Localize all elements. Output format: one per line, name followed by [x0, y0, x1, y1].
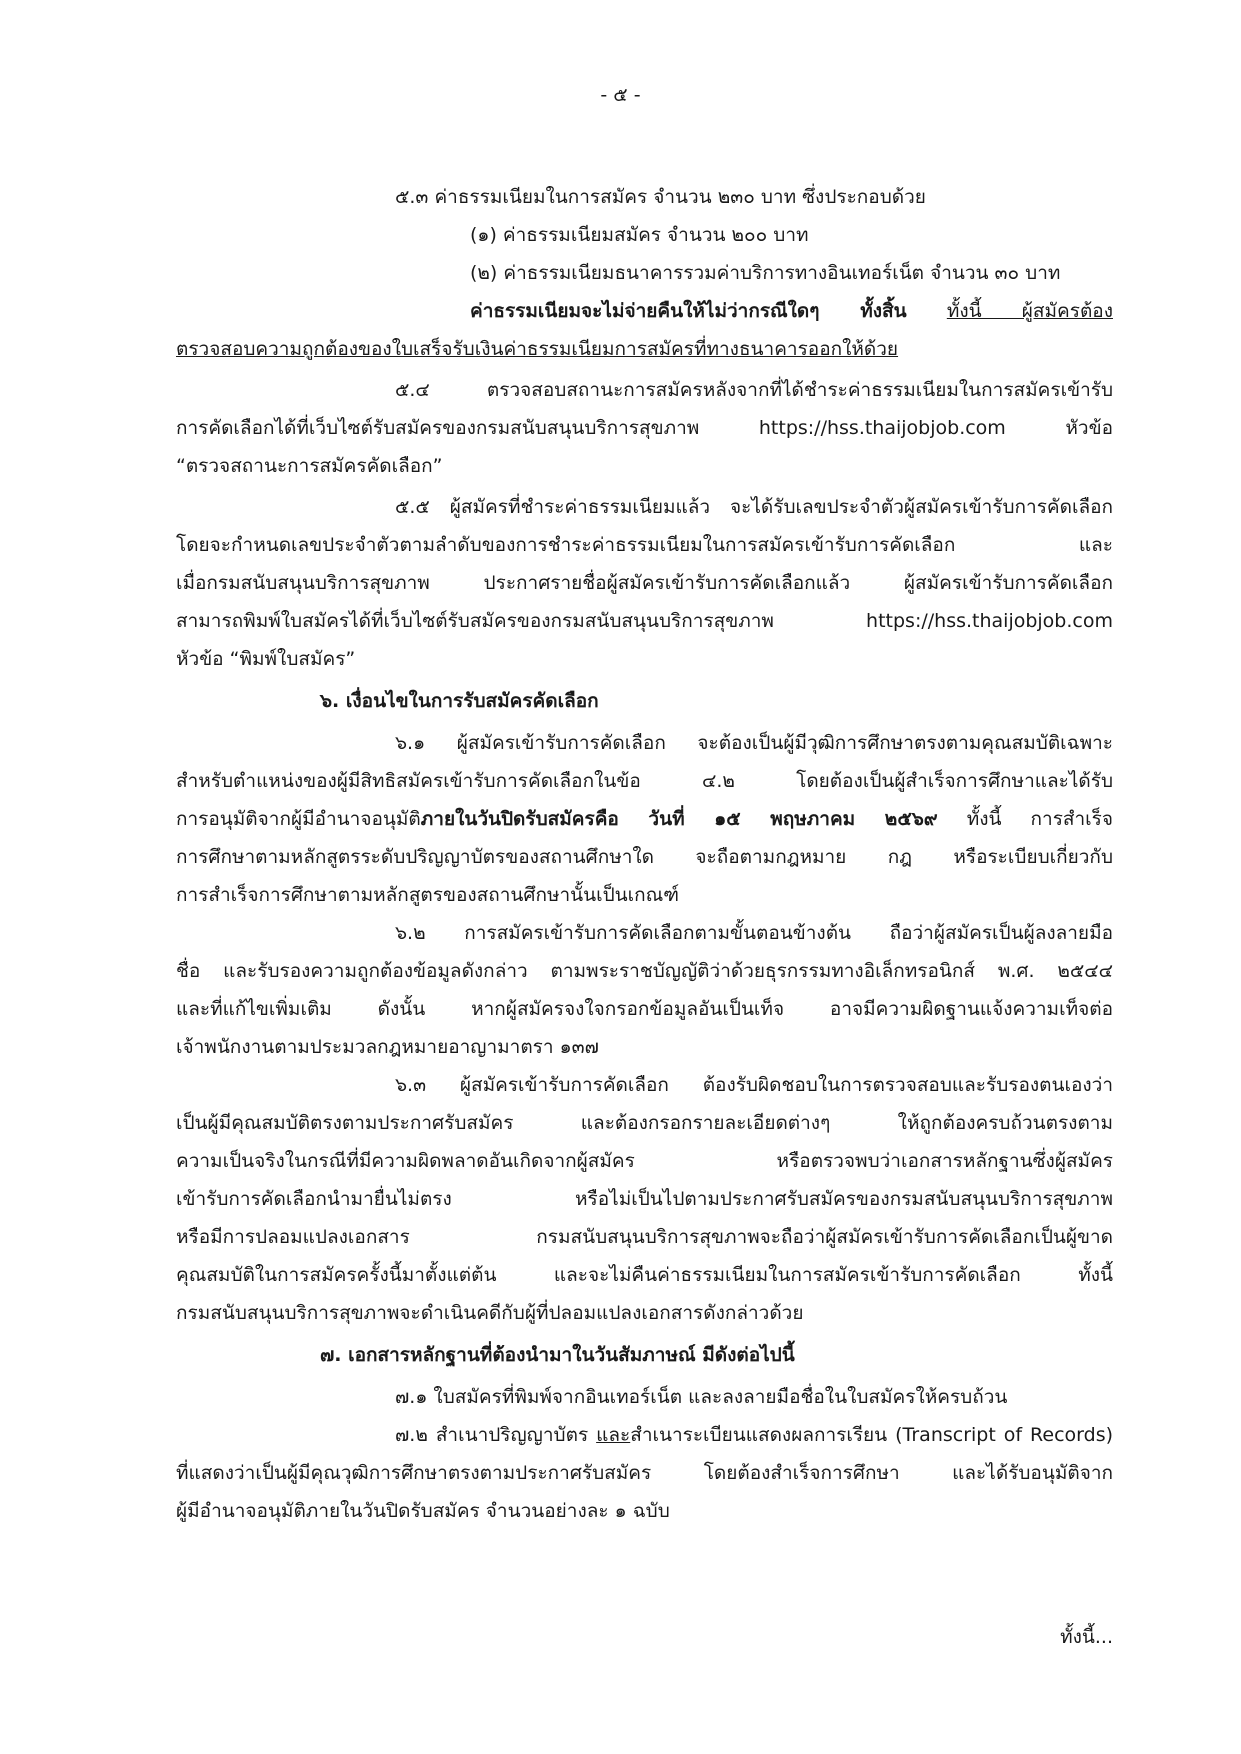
fee-item-1: (๑) ค่าธรรมเนียมสมัคร จำนวน ๒๐๐ บาท	[470, 224, 809, 246]
section-5-3-title: ๕.๓ ค่าธรรมเนียมในการสมัคร จำนวน ๒๓๐ บาท ซึ่งประกอบด้วย	[395, 186, 926, 208]
section-7-2-line-2: ที่แสดงว่าเป็นผู้มีคุณวุฒิการศึกษาตรงตามประกาศรับสมัคร โดยต้องสำเร็จการศึกษา และได้รับอนุมัติจาก	[176, 1462, 1113, 1484]
section-5-5-line-2: โดยจะกำหนดเลขประจำตัวตามลำดับของการชำระค่าธรรมเนียมในการสมัครเข้ารับการคัดเลือก และ	[176, 534, 1113, 556]
section-6-2-line-1: ๖.๒ การสมัครเข้ารับการคัดเลือกตามขั้นตอนข้างต้น ถือว่าผู้สมัครเป็นผู้ลงลายมือ	[395, 922, 1113, 944]
page-number: - ๕ -	[600, 84, 641, 106]
fee-item-2: (๒) ค่าธรรมเนียมธนาคารรวมค่าบริการทางอินเทอร์เน็ต จำนวน ๓๐ บาท	[470, 262, 1061, 284]
fee-note-line	[470, 294, 1113, 328]
section-6-3-line-7: กรมสนับสนุนบริการสุขภาพจะดำเนินคดีกับผู้ที่ปลอมแปลงเอกสารดังกล่าวด้วย	[176, 1302, 804, 1324]
receipt-check-notice: ตรวจสอบความถูกต้องของใบเสร็จรับเงินค่าธรรมเนียมการสมัครที่ทางธนาคารออกให้ด้วย	[176, 338, 899, 360]
section-5-4-line-1: ๕.๔ ตรวจสอบสถานะการสมัครหลังจากที่ได้ชำระค่าธรรมเนียมในการสมัครเข้ารับ	[395, 379, 1113, 401]
non-refundable-notice: ค่าธรรมเนียมจะไม่จ่ายคืนให้ไม่ว่ากรณีใดๆ ทั้งสิ้น	[470, 300, 907, 322]
section-7-2-line-1	[395, 1418, 1113, 1452]
graduation-text: ทั้งนี้ การสำเร็จ	[937, 808, 1113, 830]
continuation-text: ทั้งนี้...	[1060, 1626, 1113, 1648]
section-6-heading: ๖. เงื่อนไขในการรับสมัครคัดเลือก	[320, 690, 599, 712]
section-6-3-line-3: ความเป็นจริงในกรณีที่มีความผิดพลาดอันเกิดจากผู้สมัคร หรือตรวจพบว่าเอกสารหลักฐานซึ่งผู้สมัคร	[176, 1150, 1113, 1172]
section-5-5-line-1: ๕.๕ ผู้สมัครที่ชำระค่าธรรมเนียมแล้ว จะได้รับเลขประจำตัวผู้สมัครเข้ารับการคัดเลือก	[395, 496, 1113, 518]
section-6-1-line-5: การสำเร็จการศึกษาตามหลักสูตรของสถานศึกษานั้นเป็นเกณฑ์	[176, 884, 680, 906]
section-7-2-line-3: ผู้มีอำนาจอนุมัติภายในวันปิดรับสมัคร จำนวนอย่างละ ๑ ฉบับ	[176, 1500, 670, 1522]
section-7-1: ๗.๑ ใบสมัครที่พิมพ์จากอินเทอร์เน็ต และลงลายมือชื่อในใบสมัครให้ครบถ้วน	[395, 1386, 1008, 1408]
section-7-heading: ๗. เอกสารหลักฐานที่ต้องนำมาในวันสัมภาษณ์ มีดังต่อไปนี้	[320, 1344, 795, 1366]
transcript-text: สำเนาระเบียนแสดงผลการเรียน (Transcript of Records)	[630, 1424, 1114, 1446]
applicant-check-notice: ทั้งนี้ ผู้สมัครต้อง	[946, 300, 1113, 322]
section-5-5-line-3: เมื่อกรมสนับสนุนบริการสุขภาพ ประกาศรายชื่อผู้สมัครเข้ารับการคัดเลือกแล้ว ผู้สมัครเข้ารับการคัดเลือก	[176, 572, 1113, 594]
degree-copy-text: ๗.๒ สำเนาปริญญาบัตร	[395, 1424, 597, 1446]
section-6-3-line-4: เข้ารับการคัดเลือกนำมายื่นไม่ตรง หรือไม่เป็นไปตามประกาศรับสมัครของกรมสนับสนุนบริการสุขภาพ	[176, 1188, 1113, 1210]
section-6-1-line-1: ๖.๑ ผู้สมัครเข้ารับการคัดเลือก จะต้องเป็นผู้มีวุฒิการศึกษาตรงตามคุณสมบัติเฉพาะ	[395, 732, 1113, 754]
section-5-5-line-5: หัวข้อ “พิมพ์ใบสมัคร”	[176, 648, 356, 670]
deadline-text: ภายในวันปิดรับสมัครคือ วันที่ ๑๕ พฤษภาคม ๒๕๖๙	[420, 808, 938, 830]
section-6-3-line-1: ๖.๓ ผู้สมัครเข้ารับการคัดเลือก ต้องรับผิดชอบในการตรวจสอบและรับรองตนเองว่า	[395, 1074, 1113, 1096]
and-text: และ	[596, 1424, 631, 1446]
section-6-1-line-4: การศึกษาตามหลักสูตรระดับปริญญาบัตรของสถานศึกษาใด จะถือตามกฎหมาย กฎ หรือระเบียบเกี่ยวกับ	[176, 846, 1113, 868]
section-6-2-line-3: และที่แก้ไขเพิ่มเติม ดังนั้น หากผู้สมัครจงใจกรอกข้อมูลอันเป็นเท็จ อาจมีความผิดฐานแจ้งความเท็จต่อ	[176, 998, 1113, 1020]
section-5-4-line-3: “ตรวจสถานะการสมัครคัดเลือก”	[176, 455, 443, 477]
section-6-3-line-2: เป็นผู้มีคุณสมบัติตรงตามประกาศรับสมัคร และต้องกรอกรายละเอียดต่างๆ ให้ถูกต้องครบถ้วนตรงตาม	[176, 1112, 1113, 1134]
section-6-2-line-4: เจ้าพนักงานตามประมวลกฎหมายอาญามาตรา ๑๓๗	[176, 1036, 599, 1058]
section-6-2-line-2: ชื่อ และรับรองความถูกต้องข้อมูลดังกล่าว ตามพระราชบัญญัติว่าด้วยธุรกรรมทางอิเล็กทรอนิกส์ พ.ศ. ๒๕๔๔	[176, 960, 1113, 982]
section-6-1-line-3	[176, 802, 1113, 836]
section-6-3-line-5: หรือมีการปลอมแปลงเอกสาร กรมสนับสนุนบริการสุขภาพจะถือว่าผู้สมัครเข้ารับการคัดเลือกเป็นผู้ขาด	[176, 1226, 1113, 1248]
approval-text: การอนุมัติจากผู้มีอำนาจอนุมัติ	[176, 808, 421, 830]
section-5-4-line-2: การคัดเลือกได้ที่เว็บไซต์รับสมัครของกรมสนับสนุนบริการสุขภาพ https://hss.thaijobjob.com หัวข้อ	[176, 417, 1113, 439]
section-6-1-line-2: สำหรับตำแหน่งของผู้มีสิทธิสมัครเข้ารับการคัดเลือกในข้อ ๔.๒ โดยต้องเป็นผู้สำเร็จการศึกษาและได้รับ	[176, 770, 1113, 792]
section-5-5-line-4: สามารถพิมพ์ใบสมัครได้ที่เว็บไซต์รับสมัครของกรมสนับสนุนบริการสุขภาพ https://hss.thaijobjob.com	[176, 610, 1113, 632]
section-6-3-line-6: คุณสมบัติในการสมัครครั้งนี้มาตั้งแต่ต้น และจะไม่คืนค่าธรรมเนียมในการสมัครเข้ารับการคัดเลือก ทั้งนี้	[176, 1264, 1113, 1286]
